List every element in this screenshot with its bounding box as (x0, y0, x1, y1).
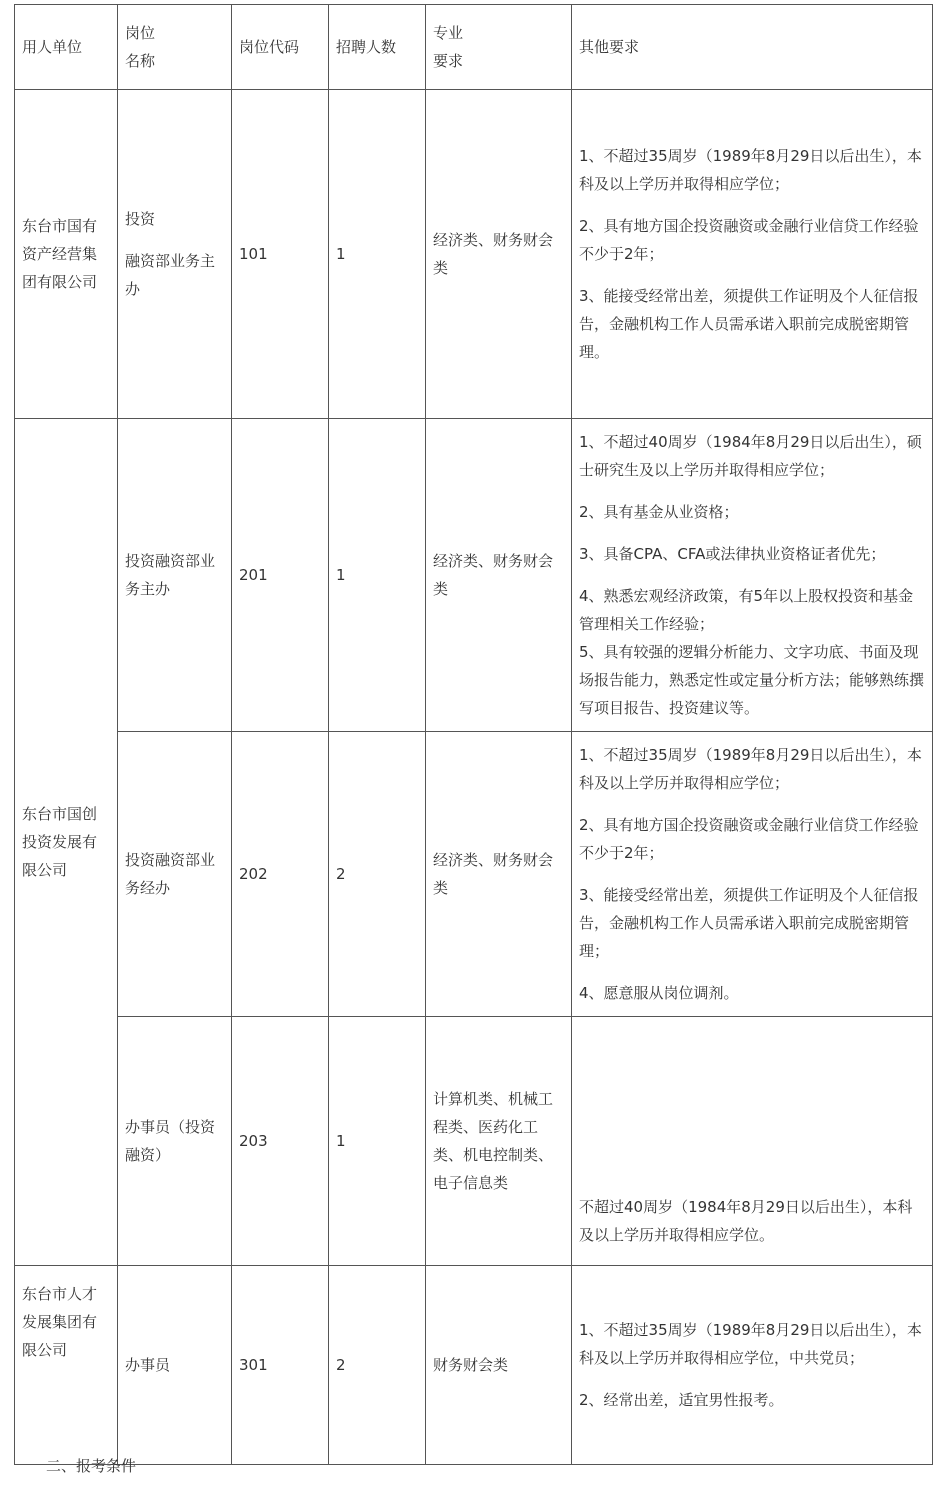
recruitment-table (14, 4, 933, 1465)
cell-count: 2 (329, 1266, 426, 1465)
requirement-item: 2、经常出差，适宜男性报考。 (579, 1391, 784, 1409)
header-major (426, 5, 572, 90)
cell-major: 经济类、财务财会类 (426, 732, 572, 1017)
requirement-item: 1、不超过35周岁（1989年8月29日以后出生），本科及以上学历并取得相应学位； (579, 746, 922, 792)
cell-requirements (572, 419, 933, 732)
cell-count: 1 (329, 90, 426, 419)
requirement-item: 5、具有较强的逻辑分析能力、文字功底、书面及现场报告能力，熟悉定性或定量分析方法；能够熟练撰写项目报告、投资建议等。 (579, 643, 925, 717)
cell-count: 2 (329, 732, 426, 1017)
cell-requirements (572, 90, 933, 419)
cell-position (118, 90, 232, 419)
cell-position: 办事员 (118, 1266, 232, 1465)
requirement-item: 3、能接受经常出差，须提供工作证明及个人征信报告，金融机构工作人员需承诺入职前完成脱密期管理； (579, 886, 919, 960)
requirement-item: 不超过40周岁（1984年8月29日以后出生），本科及以上学历并取得相应学位。 (579, 1198, 913, 1244)
cell-count: 1 (329, 1017, 426, 1266)
header-unit: 用人单位 (15, 5, 118, 90)
cell-unit: 东台市国有资产经营集团有限公司 (15, 90, 118, 419)
requirement-item: 1、不超过35周岁（1989年8月29日以后出生），本科及以上学历并取得相应学位，中共党员； (579, 1321, 922, 1367)
table-header-row (15, 5, 933, 90)
table-row (15, 1266, 933, 1465)
cell-requirements (572, 1017, 933, 1266)
table-row (15, 90, 933, 419)
header-position (118, 5, 232, 90)
cell-position: 投资融资部业务经办 (118, 732, 232, 1017)
cell-position-line2: 融资部业务主办 (125, 252, 216, 298)
header-requirements: 其他要求 (572, 5, 933, 90)
header-count: 招聘人数 (329, 5, 426, 90)
cell-requirements (572, 1266, 933, 1465)
cell-code: 101 (232, 90, 329, 419)
header-major-line2: 要求 (433, 52, 464, 70)
requirement-item: 4、愿意服从岗位调剂。 (579, 984, 739, 1002)
cell-position: 办事员（投资融资） (118, 1017, 232, 1266)
requirement-item: 2、具有基金从业资格； (579, 503, 739, 521)
cell-major: 财务财会类 (426, 1266, 572, 1465)
requirement-item: 3、能接受经常出差，须提供工作证明及个人征信报告，金融机构工作人员需承诺入职前完成脱密期管理。 (579, 287, 919, 361)
table-row (15, 732, 933, 1017)
requirement-item: 4、熟悉宏观经济政策，有5年以上股权投资和基金管理相关工作经验； (579, 587, 914, 633)
requirement-item: 3、具备CPA、CFA或法律执业资格证者优先； (579, 545, 886, 563)
header-position-line1: 岗位 (125, 24, 156, 42)
table-row (15, 1017, 933, 1266)
cell-code: 201 (232, 419, 329, 732)
cell-position: 投资融资部业务主办 (118, 419, 232, 732)
header-code: 岗位代码 (232, 5, 329, 90)
section-heading: 二、报考条件 (46, 1457, 137, 1475)
requirement-item: 2、具有地方国企投资融资或金融行业信贷工作经验不少于2年； (579, 217, 919, 263)
cell-code: 203 (232, 1017, 329, 1266)
cell-count: 1 (329, 419, 426, 732)
requirement-item: 2、具有地方国企投资融资或金融行业信贷工作经验不少于2年； (579, 816, 919, 862)
header-major-line1: 专业 (433, 24, 464, 42)
cell-unit: 东台市人才发展集团有限公司 (15, 1266, 118, 1465)
cell-unit: 东台市国创投资发展有限公司 (15, 419, 118, 1266)
cell-major: 经济类、财务财会类 (426, 419, 572, 732)
cell-code: 202 (232, 732, 329, 1017)
cell-code: 301 (232, 1266, 329, 1465)
header-position-line2: 名称 (125, 52, 156, 70)
cell-major: 计算机类、机械工程类、医药化工类、机电控制类、电子信息类 (426, 1017, 572, 1266)
table-row (15, 419, 933, 732)
cell-position-line1: 投资 (125, 210, 156, 228)
requirement-item: 1、不超过35周岁（1989年8月29日以后出生），本科及以上学历并取得相应学位； (579, 147, 922, 193)
requirement-item: 1、不超过40周岁（1984年8月29日以后出生），硕士研究生及以上学历并取得相应学位； (579, 433, 922, 479)
cell-requirements (572, 732, 933, 1017)
cell-major: 经济类、财务财会类 (426, 90, 572, 419)
